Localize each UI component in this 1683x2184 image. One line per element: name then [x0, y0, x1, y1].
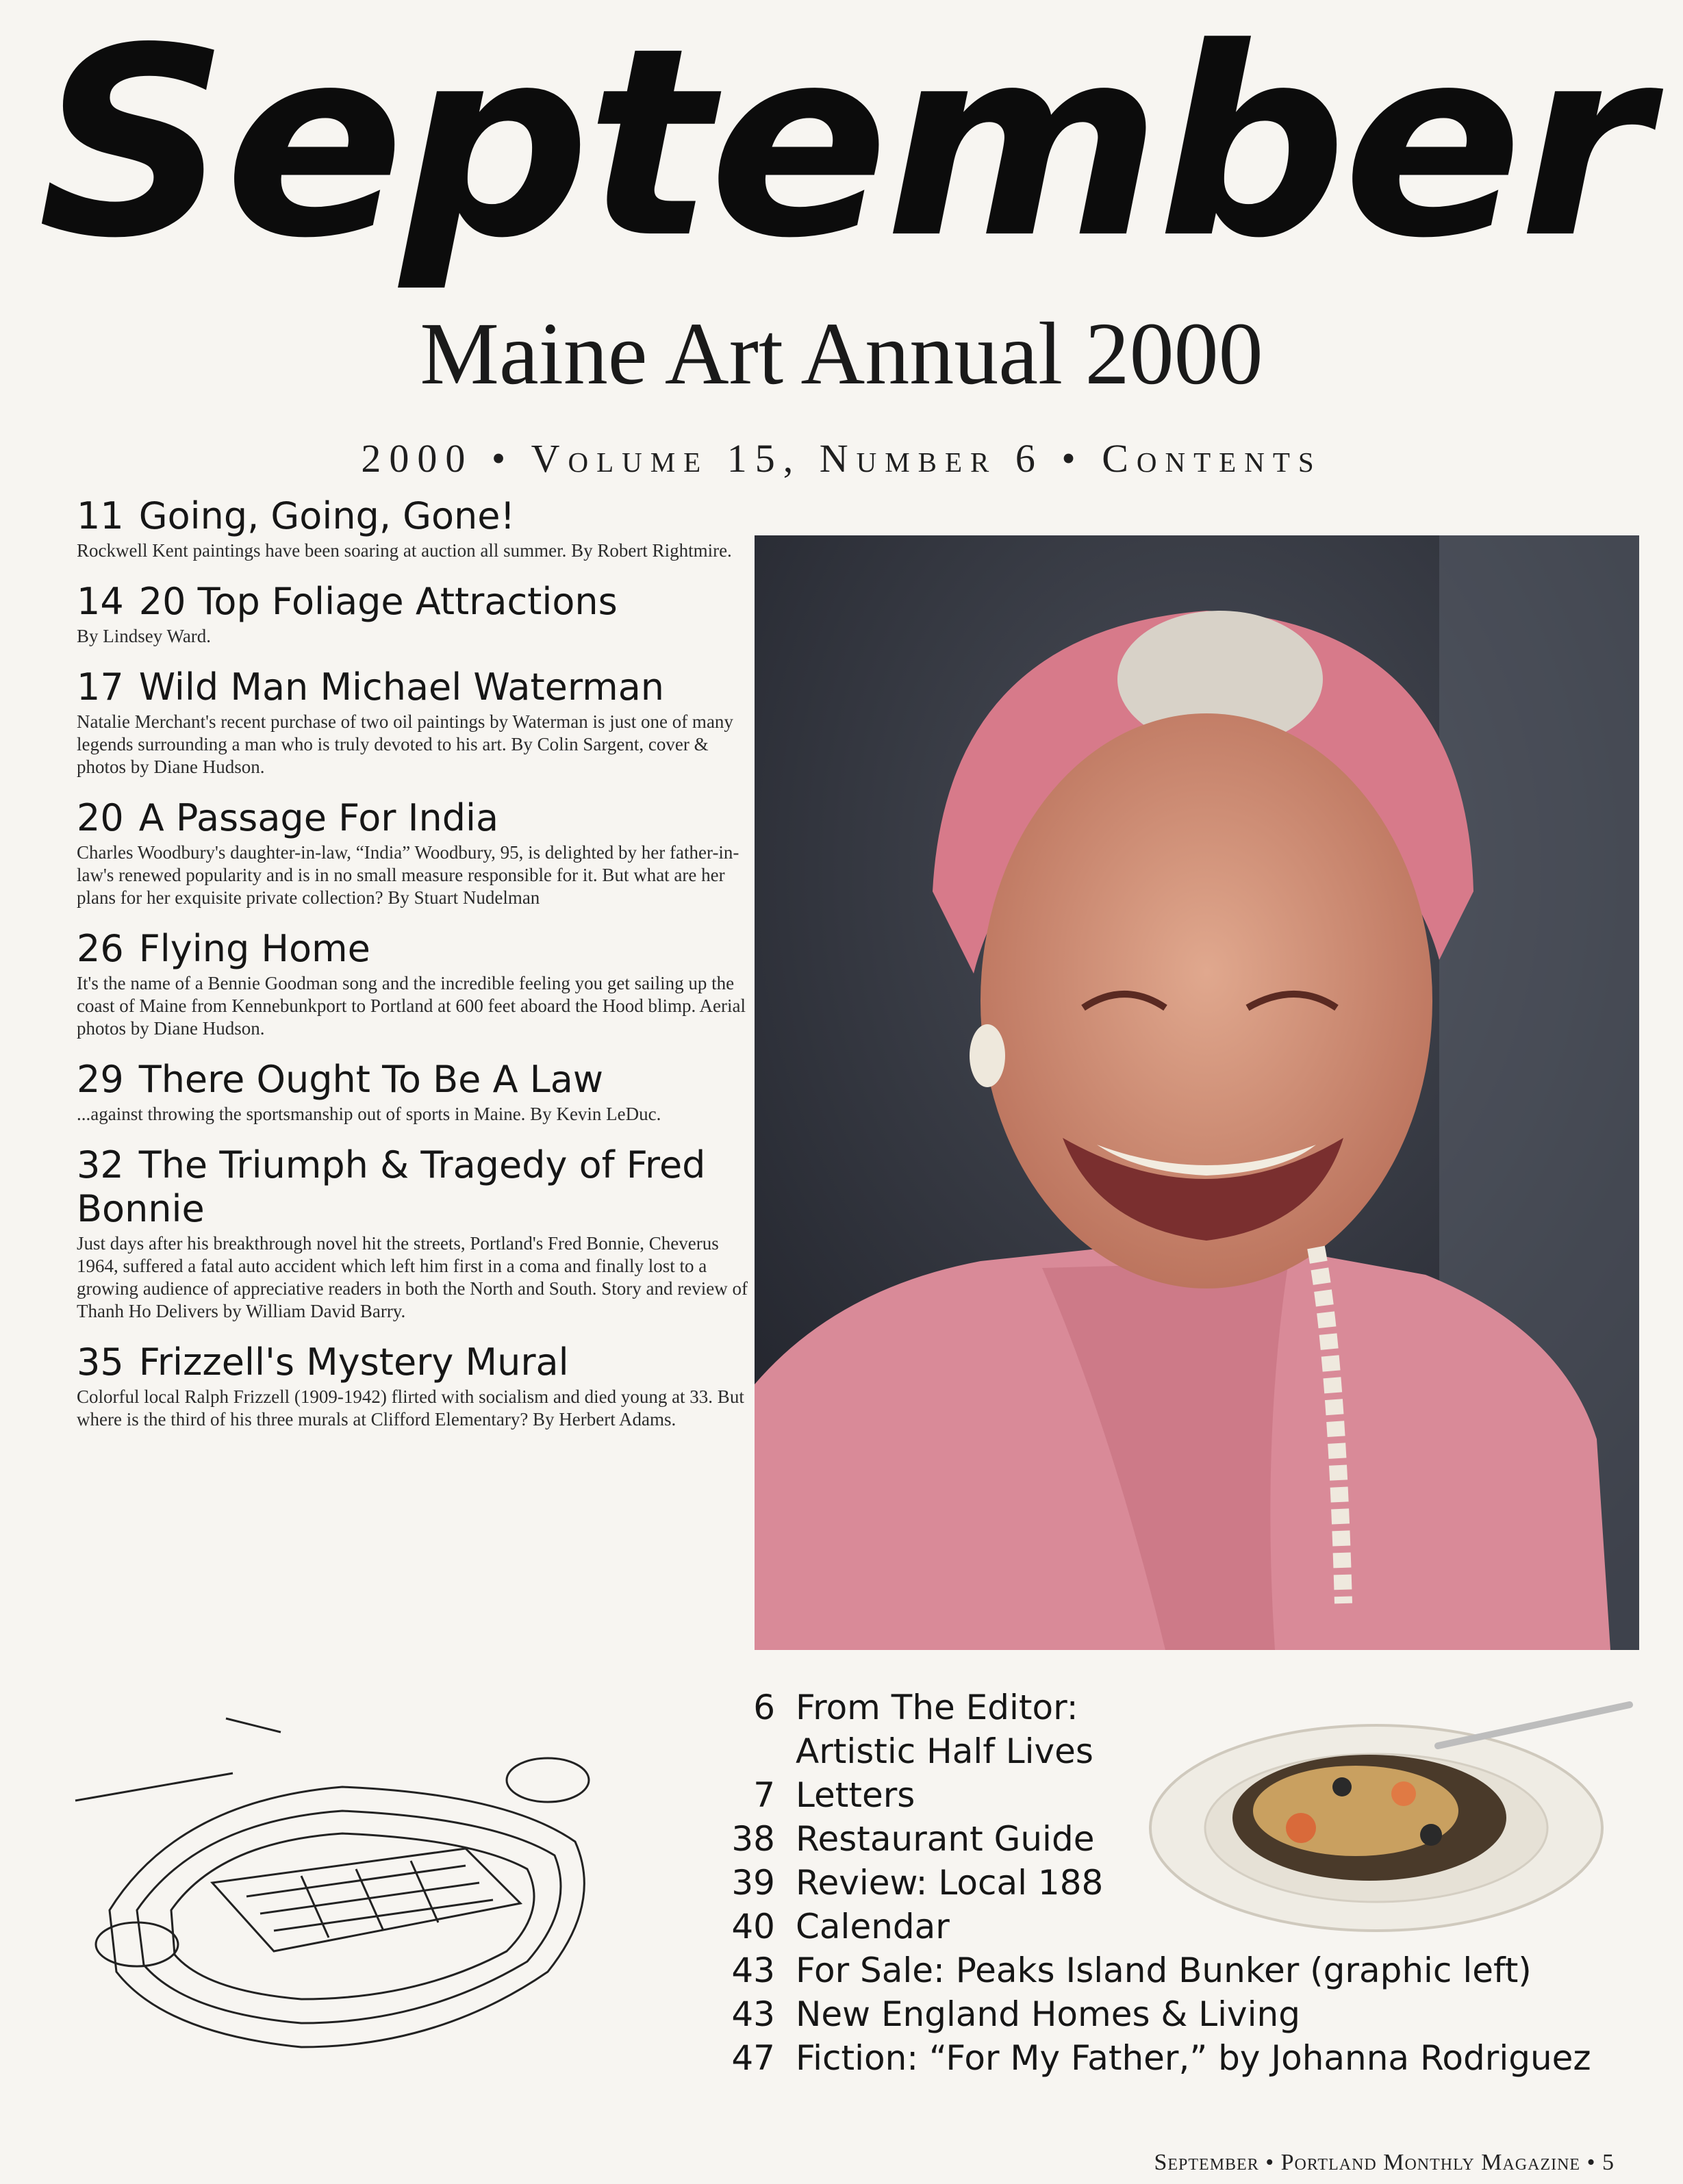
article-item[interactable] [77, 1143, 748, 1323]
article-title[interactable] [77, 1143, 748, 1231]
article-page-number: 26 [77, 927, 124, 970]
department-label: Calendar [796, 1907, 950, 1946]
department-list [705, 1686, 1650, 2080]
article-title-text: 20 Top Foliage Attractions [138, 580, 618, 623]
article-title-text: There Ought To Be A Law [138, 1058, 604, 1101]
issue-line: 2000 • Volume 15, Number 6 • Contents [361, 436, 1322, 481]
department-item[interactable] [705, 1948, 1650, 1992]
article-title[interactable] [77, 494, 748, 538]
article-page-number: 20 [77, 796, 124, 839]
bunker-drawing [55, 1677, 657, 2074]
article-description: Just days after his breakthrough novel hit the streets, Portland's Fred Bonnie, Cheverus 1964, suffered a fatal auto accident which left him first in a coma and finally lost to a growing audience of appreciative readers in both the North and South. Story and review of Thanh Ho Delivers by William David Barry. [77, 1233, 748, 1321]
page-subtitle: Maine Art Annual 2000 [420, 305, 1263, 403]
department-label: Fiction: “For My Father,” by Johanna Rodriguez [796, 2038, 1591, 2078]
article-page-number: 29 [77, 1058, 124, 1101]
department-page-number: 40 [731, 1907, 775, 1946]
department-item[interactable] [705, 1905, 1650, 1948]
department-label: Letters [796, 1775, 915, 1815]
article-title[interactable] [77, 1058, 748, 1102]
article-description: Natalie Merchant's recent purchase of two oil paintings by Waterman is just one of many legends surrounding a man who is truly devoted to his art. By Colin Sargent, cover & photos by Diane Hudson. [77, 711, 733, 777]
department-label: From The Editor: Artistic Half Lives [796, 1688, 1093, 1771]
department-item[interactable] [705, 1686, 1650, 1773]
department-label: New England Homes & Living [796, 1994, 1300, 2034]
bunker-graphic [55, 1677, 657, 2074]
department-label: For Sale: Peaks Island Bunker (graphic left) [796, 1951, 1532, 1990]
article-item[interactable] [77, 1058, 748, 1126]
department-item[interactable] [705, 1773, 1650, 1817]
department-page-number: 38 [731, 1819, 775, 1859]
article-description: Rockwell Kent paintings have been soaring at auction all summer. By Robert Rightmire. [77, 540, 732, 561]
article-title-text: The Triumph & Tragedy of Fred Bonnie [77, 1143, 706, 1230]
department-item[interactable] [705, 1992, 1650, 2036]
department-item[interactable] [705, 2036, 1650, 2080]
article-title-text: Flying Home [138, 927, 370, 970]
article-description: Colorful local Ralph Frizzell (1909-1942) flirted with socialism and died young at 33. But where is the third of his three murals at Clifford Elementary? By Herbert Adams. [77, 1386, 744, 1430]
article-title[interactable] [77, 665, 748, 709]
article-page-number: 32 [77, 1143, 124, 1186]
article-description: It's the name of a Bennie Goodman song and the incredible feeling you get sailing up the coast of Maine from Kennebunkport to Portland at 600 feet aboard the Hood blimp. Aerial photos by Diane Hudson. [77, 973, 746, 1039]
department-page-number: 43 [731, 1994, 775, 2034]
article-page-number: 17 [77, 665, 124, 709]
department-label: Restaurant Guide [796, 1819, 1095, 1859]
department-page-number: 7 [753, 1775, 775, 1815]
article-description: By Lindsey Ward. [77, 626, 212, 646]
article-title-text: Frizzell's Mystery Mural [138, 1341, 569, 1384]
article-title[interactable] [77, 796, 748, 840]
article-title[interactable] [77, 927, 748, 971]
department-item[interactable] [705, 1861, 1650, 1905]
article-title[interactable] [77, 1341, 748, 1384]
department-page-number: 39 [731, 1863, 775, 1903]
masthead-title: September [38, 0, 1645, 295]
department-label: Review: Local 188 [796, 1863, 1104, 1903]
page-footer: September • Portland Monthly Magazine • 5 [1154, 2150, 1615, 2175]
department-page-number: 47 [731, 2038, 775, 2078]
article-page-number: 14 [77, 580, 124, 623]
article-item[interactable] [77, 580, 748, 648]
article-item[interactable] [77, 796, 748, 909]
article-item[interactable] [77, 1341, 748, 1431]
portrait-photo [755, 535, 1639, 1650]
article-item[interactable] [77, 665, 748, 778]
portrait-illustration [755, 535, 1639, 1650]
article-page-number: 11 [77, 494, 124, 537]
article-description: Charles Woodbury's daughter-in-law, “India” Woodbury, 95, is delighted by her father-in-law's renewed popularity and is in no small measure responsible for it. But what are her plans for her exquisite private collection? By Stuart Nudelman [77, 842, 739, 908]
department-page-number: 6 [753, 1688, 775, 1727]
article-item[interactable] [77, 927, 748, 1040]
department-page-number: 43 [731, 1951, 775, 1990]
article-page-number: 35 [77, 1341, 124, 1384]
department-item[interactable] [705, 1817, 1650, 1861]
article-list [77, 494, 748, 1449]
article-description: ...against throwing the sportsmanship out of sports in Maine. By Kevin LeDuc. [77, 1104, 661, 1124]
article-item[interactable] [77, 494, 748, 562]
article-title[interactable] [77, 580, 748, 624]
article-title-text: A Passage For India [138, 796, 499, 839]
article-title-text: Wild Man Michael Waterman [138, 665, 665, 709]
article-title-text: Going, Going, Gone! [138, 494, 516, 537]
